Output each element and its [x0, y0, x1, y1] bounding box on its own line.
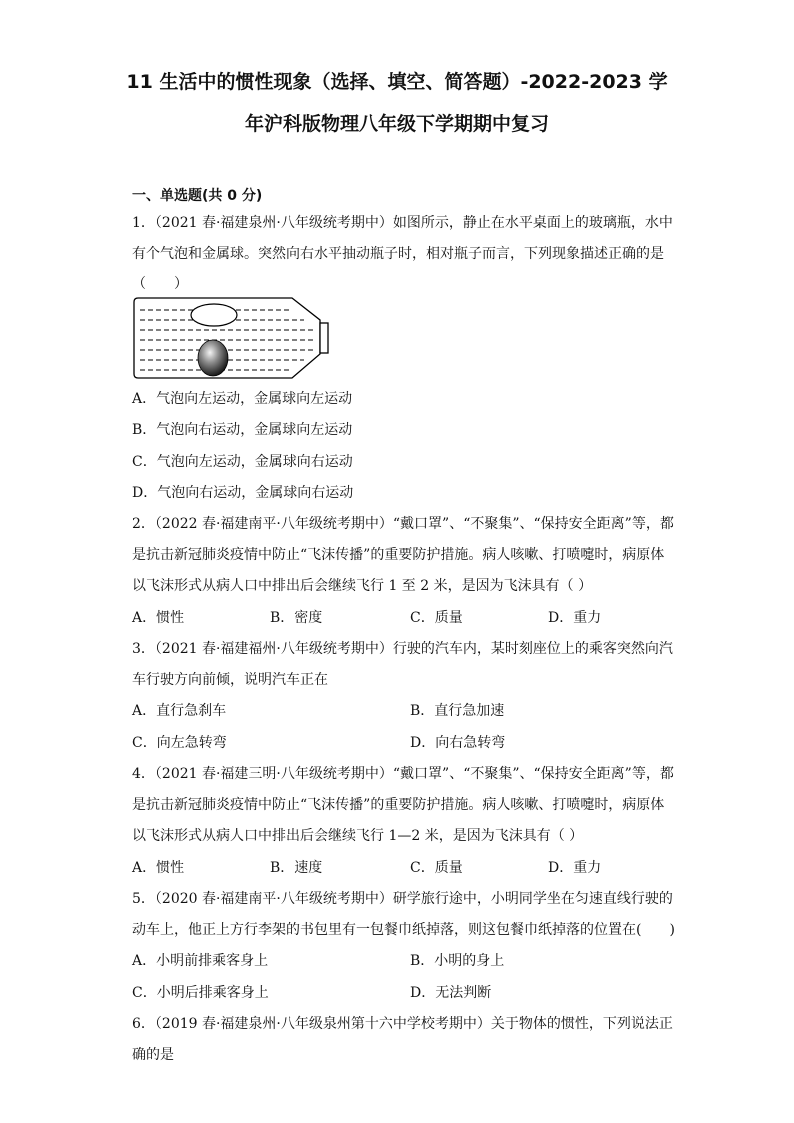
question-4-line-3: 以飞沫形式从病人口中排出后会继续飞行 1—2 米，是因为飞沫具有（ ）	[132, 828, 584, 844]
question-1-option-a: A．气泡向左运动，金属球向左运动	[132, 391, 353, 407]
question-2-line-2: 是抗击新冠肺炎疫情中防止“飞沫传播”的重要防护措施。病人咳嗽、打喷嚏时，病原体	[132, 547, 665, 563]
section-heading: 一、单选题(共 0 分)	[132, 188, 263, 204]
question-4-option-d: D．重力	[548, 860, 602, 876]
question-3-line-2: 车行驶方向前倾，说明汽车正在	[132, 672, 328, 688]
question-6-line-2: 确的是	[132, 1047, 174, 1063]
question-3-option-a: A．直行急刹车	[132, 703, 227, 719]
question-3-line-1: 3．（2021 春·福建福州·八年级统考期中）行驶的汽车内，某时刻座位上的乘客突然向汽	[132, 641, 673, 657]
question-2-option-c: C．质量	[410, 610, 463, 626]
question-5-line-1: 5．（2020 春·福建南平·八年级统考期中）研学旅行途中，小明同学坐在匀速直线行驶的	[132, 891, 673, 907]
question-2-line-3: 以飞沫形式从病人口中排出后会继续飞行 1 至 2 米，是因为飞沫具有（ ）	[132, 578, 593, 594]
question-4-option-c: C．质量	[410, 860, 463, 876]
question-1-option-d: D．气泡向右运动，金属球向右运动	[132, 485, 354, 501]
air-bubble	[191, 304, 237, 326]
question-2-option-b: B．密度	[270, 610, 323, 626]
question-1-option-b: B．气泡向右运动，金属球向左运动	[132, 422, 353, 438]
question-4-option-b: B．速度	[270, 860, 323, 876]
question-5-option-a: A．小明前排乘客身上	[132, 953, 269, 969]
question-4-line-1: 4．（2021 春·福建三明·八年级统考期中）“戴口罩”、“不聚集”、“保持安全距离”等，都	[132, 766, 674, 782]
question-2-option-a: A．惯性	[132, 610, 185, 626]
question-3-option-d: D．向右急转弯	[410, 735, 506, 751]
question-4-line-2: 是抗击新冠肺炎疫情中防止“飞沫传播”的重要防护措施。病人咳嗽、打喷嚏时，病原体	[132, 797, 665, 813]
question-6-line-1: 6．（2019 春·福建泉州·八年级泉州第十六中学校考期中）关于物体的惯性，下列说法正	[132, 1016, 673, 1032]
metal-ball	[198, 340, 228, 376]
question-4-option-a: A．惯性	[132, 860, 185, 876]
question-1-option-c: C．气泡向左运动，金属球向右运动	[132, 454, 353, 470]
question-3-option-c: C．向左急转弯	[132, 735, 227, 751]
question-1-line-1: 1．（2021 春·福建泉州·八年级统考期中）如图所示，静止在水平桌面上的玻璃瓶，水中	[132, 215, 673, 231]
document-title-line-2: 年沪科版物理八年级下学期期中复习	[244, 113, 549, 135]
question-2-line-1: 2．（2022 春·福建南平·八年级统考期中）“戴口罩”、“不聚集”、“保持安全距离”等，都	[132, 516, 674, 532]
question-1-line-2: 有个气泡和金属球。突然向右水平抽动瓶子时，相对瓶子而言，下列现象描述正确的是	[132, 246, 664, 262]
question-5-option-c: C．小明后排乘客身上	[132, 985, 269, 1001]
glass-bottle-figure	[132, 296, 332, 382]
question-1-line-3: （ ）	[132, 276, 188, 292]
question-3-option-b: B．直行急加速	[410, 703, 505, 719]
question-5-option-d: D．无法判断	[410, 985, 492, 1001]
question-5-line-2: 动车上，他正上方行李架的书包里有一包餐巾纸掉落，则这包餐巾纸掉落的位置在( )	[132, 922, 675, 938]
question-5-option-b: B．小明的身上	[410, 953, 505, 969]
question-2-option-d: D．重力	[548, 610, 602, 626]
document-title-line-1: 11 生活中的惯性现象（选择、填空、简答题）-2022-2023 学	[126, 71, 668, 93]
